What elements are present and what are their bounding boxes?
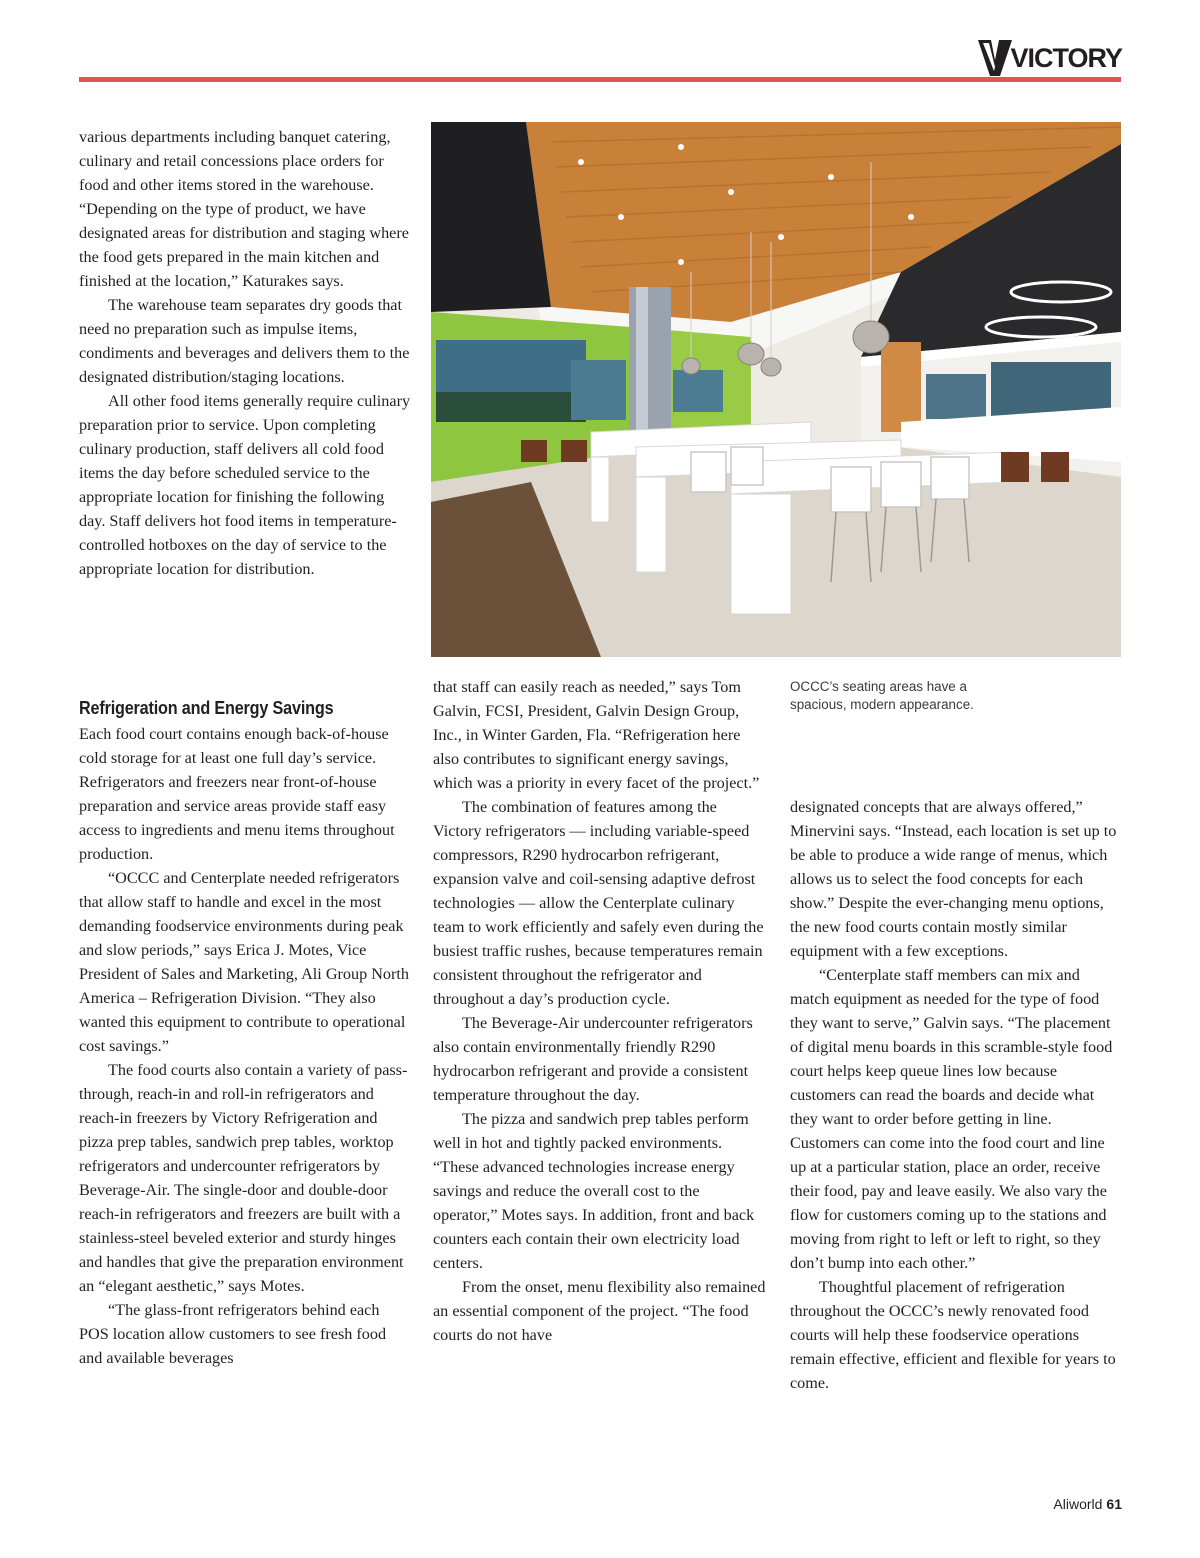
page-number: 61	[1106, 1496, 1122, 1512]
column-1-top	[79, 125, 411, 581]
column-2	[433, 675, 767, 1347]
photo-caption: OCCC’s seating areas have a spacious, modern appearance.	[790, 679, 974, 712]
column-3	[790, 795, 1120, 1395]
food-court-photo	[431, 122, 1121, 657]
section-subhead: Refrigeration and Energy Savings	[79, 698, 334, 718]
body-paragraph: The combination of features among the Victory refrigerators — including variable-speed compressors, R290 hydrocarbon refrigerant, expansion valve and coil-sensing adaptive defrost technologies — allow the Centerplate culinary team to work efficiently and safely even during the busiest traffic rushes, because temperatures remain consistent throughout the refrigerator and throughout a day’s production cycle.	[433, 798, 764, 1008]
body-paragraph: The warehouse team separates dry goods that need no preparation such as impulse items, condiments and beverages and delivers them to the designated distribution/staging locations.	[79, 296, 410, 386]
body-paragraph: “OCCC and Centerplate needed refrigerators that allow staff to handle and excel in the most demanding foodservice environments during peak and slow periods,” says Erica J. Motes, Vice President of Sales and Marketing, Ali Group North America – Refrigeration Division. “They also wanted this equipment to contribute to operational cost savings.”	[79, 869, 409, 1055]
body-paragraph: “Centerplate staff members can mix and match equipment as needed for the type of food they want to serve,” Galvin says. “The placement of digital menu boards in this scramble-style food court helps keep queue lines low because customers can read the boards and decide what they want to order before getting in line. Customers can come into the food court and line up at a particular station, place an order, receive their food, pay and leave easily. We also vary the flow for customers coming up to the stations and moving from right to left or left to right, so they don’t bump into each other.”	[790, 966, 1113, 1272]
header-rule	[79, 77, 1121, 82]
body-paragraph: All other food items generally require culinary preparation prior to service. Upon completing culinary production, staff delivers all cold food items the day before scheduled service to the appropriate location for finishing the following day. Staff delivers hot food items in temperature-controlled hotboxes on the day of service to the appropriate location for distribution.	[79, 392, 411, 578]
body-paragraph: designated concepts that are always offered,” Minervini says. “Instead, each location is set up to be able to produce a wide range of menus, which allows us to select the food concepts for each show.” Despite the ever-changing menu options, the new food courts contain mostly similar equipment with a few exceptions.	[790, 798, 1117, 960]
body-paragraph: various departments including banquet catering, culinary and retail concessions place orders for food and other items stored in the warehouse. “Depending on the type of product, we have designated areas for distribution and staging where the food gets prepared in the main kitchen and finished at the location,” Katurakes says.	[79, 128, 409, 290]
body-paragraph: The pizza and sandwich prep tables perform well in hot and tightly packed environments. “These advanced technologies increase energy savings and reduce the overall cost to the operator,” Motes says. In addition, front and back counters each contain their own electricity load centers.	[433, 1110, 755, 1272]
body-paragraph: From the onset, menu flexibility also remained an essential component of the project. “The food courts do not have	[433, 1278, 766, 1344]
brand-logo	[978, 30, 1122, 76]
victory-v-mark-icon	[978, 40, 1012, 76]
body-paragraph: “The glass-front refrigerators behind each POS location allow customers to see fresh food and available beverages	[79, 1301, 387, 1367]
column-1-bottom	[79, 696, 411, 1370]
brand-name: VICTORY	[1010, 43, 1122, 73]
food-court-illustration	[431, 122, 1121, 657]
body-paragraph: The food courts also contain a variety of pass-through, reach-in and roll-in refrigerators and reach-in freezers by Victory Refrigeration and pizza prep tables, sandwich prep tables, worktop refrigerators and undercounter refrigerators by Beverage-Air. The single-door and double-door reach-in refrigerators and freezers are built with a stainless-steel beveled exterior and sturdy hinges and handles that give the preparation environment an “elegant aesthetic,” says Motes.	[79, 1061, 408, 1295]
body-paragraph: that staff can easily reach as needed,” says Tom Galvin, FCSI, President, Galvin Design Group, Inc., in Winter Garden, Fla. “Refrigeration here also contributes to significant energy savings, which was a priority in every facet of the project.”	[433, 678, 760, 792]
body-paragraph: Each food court contains enough back-of-house cold storage for at least one full day’s service. Refrigerators and freezers near front-of-house preparation and service areas provide staff easy access to ingredients and menu items throughout production.	[79, 725, 395, 863]
page-folio	[1053, 1496, 1122, 1512]
publication-name: Aliworld	[1053, 1496, 1103, 1512]
body-paragraph: Thoughtful placement of refrigeration throughout the OCCC’s newly renovated food courts will help these foodservice operations remain effective, efficient and flexible for years to come.	[790, 1278, 1116, 1392]
body-paragraph: The Beverage-Air undercounter refrigerators also contain environmentally friendly R290 hydrocarbon refrigerant and provide a consistent temperature throughout the day.	[433, 1014, 753, 1104]
